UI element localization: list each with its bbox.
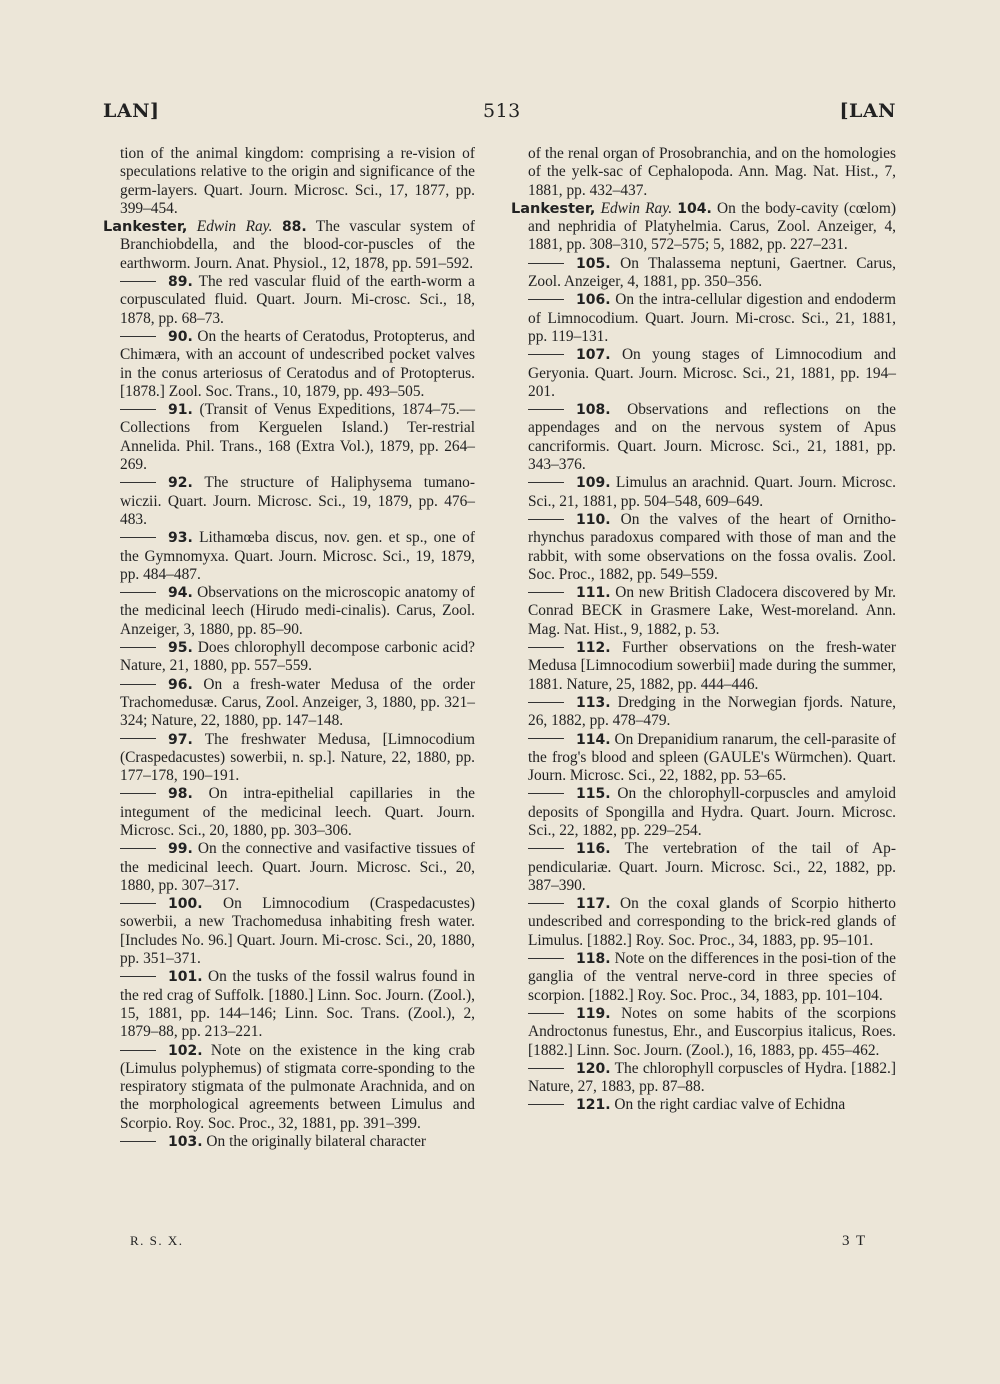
ditto-dash: [120, 738, 156, 739]
bibliography-entry: [103, 145, 475, 218]
bibliography-entry: [511, 200, 896, 255]
entry-text: Does chlorophyll decompose carbonic acid? Nature, 21, 1880, pp. 557–559.: [120, 639, 475, 675]
ditto-dash: [528, 263, 564, 264]
ditto-dash: [528, 1104, 564, 1105]
signature-mark: R. S. X.: [130, 1233, 184, 1248]
entry-text: tion of the animal kingdom: comprising a re-vision of speculations relative to the origin and significance of the germ-layers. Quart. Journ. Microsc. Sci., 17, 1877, pp. 399–454.: [120, 145, 475, 217]
ditto-dash: [528, 1068, 564, 1069]
bibliography-entry: [103, 474, 475, 529]
entry-text: (Transit of Venus Expeditions, 1874–75.—Collections from Kerguelen Island.) Ter-restrial Annelida. Phil. Trans., 168 (Extra Vol.), 1879, pp. 264–269.: [120, 401, 475, 474]
bibliography-entry: [103, 895, 475, 968]
running-head-left: LAN]: [103, 100, 160, 122]
author-given-name: Edwin Ray.: [196, 218, 273, 236]
ditto-dash: [120, 976, 156, 977]
bibliography-entry: [511, 1096, 896, 1114]
entry-number: 91.: [168, 402, 193, 419]
bibliography-entry: [103, 401, 475, 474]
entry-number: 96.: [168, 676, 193, 693]
ditto-dash: [120, 281, 156, 282]
entry-text: The red vascular fluid of the earth-worm a corpusculated fluid. Quart. Journ. Mi-crosc. Sci., 18, 1878, pp. 68–73.: [120, 273, 475, 327]
entry-number: 104.: [677, 200, 712, 217]
ditto-dash: [528, 409, 564, 410]
ditto-dash: [528, 647, 564, 648]
entry-text: On young stages of Limnocodium and Geryonia. Quart. Journ. Microsc. Sci., 21, 1881, pp. 194–201.: [528, 346, 896, 400]
bibliography-entry: [103, 639, 475, 676]
bibliography-entry: [511, 950, 896, 1005]
entry-text: On the body-cavity (cœlom) and nephridia of Platyhelmia. Carus, Zool. Anzeiger, 4, 1881, pp. 308–310, 572–575; 5, 1882, pp. 227–231.: [528, 199, 896, 254]
bibliography-entry: [103, 1133, 475, 1151]
author-name: Lankester,: [511, 200, 596, 217]
entry-number: 95.: [168, 640, 193, 657]
ditto-dash: [120, 647, 156, 648]
entry-text: The vascular system of Branchiobdella, and the blood-cor-puscles of the earthworm. Journ. Anat. Physiol., 12, 1878, pp. 591–592.: [120, 218, 475, 272]
bibliography-entry: [511, 1060, 896, 1097]
bibliography-entry: [103, 529, 475, 584]
entry-number: 109.: [576, 475, 611, 492]
entry-text: On the connective and vasifactive tissues of the medicinal leech. Quart. Journ. Microsc. Sci., 20, 1880, pp. 307–317.: [120, 840, 475, 894]
bibliography-entry: [511, 291, 896, 346]
entry-text: Note on the differences in the posi-tion of the ganglia of the ventral nerve-cord in three species of scorpion. [1882.] Roy. Soc. Proc., 34, 1883, pp. 101–104.: [528, 950, 896, 1004]
entry-number: 114.: [576, 731, 611, 748]
ditto-dash: [528, 1013, 564, 1014]
bibliography-entry: [511, 584, 896, 639]
entry-number: 107.: [576, 347, 611, 364]
entry-text: On the originally bilateral character: [206, 1133, 427, 1151]
ditto-dash: [120, 336, 156, 337]
ditto-dash: [528, 519, 564, 520]
entry-number: 100.: [168, 896, 203, 913]
entry-number: 98.: [168, 786, 193, 803]
entry-number: 111.: [576, 585, 611, 602]
ditto-dash: [528, 738, 564, 739]
entry-text: of the renal organ of Prosobranchia, and on the homologies of the yelk-sac of Cephalopoda. Ann. Mag. Nat. Hist., 7, 1881, pp. 432–437.: [528, 145, 896, 199]
entry-text: On intra-epithelial capillaries in the integument of the medicinal leech. Quart. Journ. Microsc. Sci., 20, 1880, pp. 303–306.: [120, 785, 475, 839]
entry-number: 90.: [168, 328, 193, 345]
entry-number: 117.: [576, 896, 611, 913]
bibliography-entry: [511, 731, 896, 786]
entry-text: On the right cardiac valve of Echidna: [614, 1096, 846, 1114]
entry-number: 118.: [576, 951, 611, 968]
entry-text: Dredging in the Norwegian fjords. Nature, 26, 1882, pp. 478–479.: [528, 693, 896, 730]
ditto-dash: [528, 354, 564, 355]
entry-text: On the coxal glands of Scorpio hitherto undescribed and corresponding to the brick-red glands of Limulus. [1882.] Roy. Soc. Proc., 34, 1883, pp. 95–101.: [528, 895, 896, 949]
entry-number: 119.: [576, 1005, 611, 1022]
bibliography-entry: [511, 1005, 896, 1060]
ditto-dash: [120, 903, 156, 904]
bibliography-entry: [511, 639, 896, 694]
entry-number: 102.: [168, 1042, 203, 1059]
bibliography-entry: [511, 511, 896, 584]
entry-number: 115.: [576, 786, 611, 803]
ditto-dash: [528, 299, 564, 300]
ditto-dash: [528, 848, 564, 849]
entry-text: On Drepanidium ranarum, the cell-parasite of the frog's blood and spleen (GAULE's Würmchen). Quart. Journ. Microsc. Sci., 22, 1882, pp. 53–65.: [528, 730, 896, 785]
entry-number: 97.: [168, 731, 193, 748]
entry-number: 88.: [281, 219, 307, 236]
ditto-dash: [528, 592, 564, 593]
bibliography-entry: [511, 401, 896, 474]
bibliography-entry: [103, 1042, 475, 1133]
author-given-name: Edwin Ray.: [600, 199, 673, 217]
bibliography-entry: [511, 255, 896, 292]
ditto-dash: [528, 958, 564, 959]
bibliography-entry: [511, 895, 896, 950]
ditto-dash: [120, 592, 156, 593]
bibliography-entry: [511, 346, 896, 401]
entry-number: 113.: [576, 694, 611, 711]
ditto-dash: [120, 482, 156, 483]
bibliography-entry: [103, 968, 475, 1041]
bibliography-entry: [511, 145, 896, 200]
entry-text: Observations and reflections on the appendages and on the nervous system of Apus cancriformis. Quart. Journ. Microsc. Sci., 21, 1881, pp. 343–376.: [528, 401, 896, 474]
ditto-dash: [528, 903, 564, 904]
page-number: 513: [483, 100, 521, 122]
entry-number: 92.: [168, 475, 193, 492]
entry-number: 105.: [576, 255, 611, 272]
ditto-dash: [120, 1050, 156, 1051]
bibliography-entry: [103, 676, 475, 731]
entry-text: On new British Cladocera discovered by Mr. Conrad BECK in Grasmere Lake, West-moreland. Ann. Mag. Nat. Hist., 9, 1882, p. 53.: [528, 584, 896, 638]
entry-text: On the hearts of Ceratodus, Protopterus, and Chimæra, with an account of undescribed pocket valves in the conus arteriosus of Ceratodus and of Protopterus. [1878.] Zool. Soc. Trans., 10, 1879, pp. 493–505.: [120, 327, 475, 400]
entry-number: 94.: [168, 585, 193, 602]
bibliography-entry: [103, 785, 475, 840]
ditto-dash: [528, 482, 564, 483]
bibliography-entry: [511, 785, 896, 840]
bibliography-entry: [511, 694, 896, 731]
entry-text: Lithamœba discus, nov. gen. et sp., one of the Gymnomyxa. Quart. Journ. Microsc. Sci., 19, 1879, pp. 484–487.: [120, 529, 475, 583]
bibliography-entry: [103, 584, 475, 639]
right-column: [511, 145, 896, 1115]
ditto-dash: [528, 702, 564, 703]
entry-text: The chlorophyll corpuscles of Hydra. [1882.] Nature, 27, 1883, pp. 87–88.: [528, 1059, 897, 1096]
ditto-dash: [120, 793, 156, 794]
entry-text: Observations on the microscopic anatomy of the medicinal leech (Hirudo medi-cinalis). Carus, Zool. Anzeiger, 3, 1880, pp. 85–90.: [120, 584, 475, 638]
bibliography-entry: [103, 273, 475, 328]
entry-text: Limulus an arachnid. Quart. Journ. Microsc. Sci., 21, 1881, pp. 504–548, 609–649.: [528, 474, 896, 510]
bibliography-entry: [103, 328, 475, 401]
entry-text: Further observations on the fresh-water Medusa [Limnocodium sowerbii] made during the summer, 1881. Nature, 25, 1882, pp. 444–446.: [528, 639, 896, 693]
bibliography-entry: [511, 840, 896, 895]
left-column: [103, 145, 475, 1151]
entry-number: 101.: [168, 969, 203, 986]
running-head-right: [LAN: [839, 100, 896, 122]
entry-number: 99.: [168, 841, 193, 858]
ditto-dash: [528, 793, 564, 794]
entry-text: Notes on some habits of the scorpions Androctonus funestus, Ehr., and Euscorpius italicus, Roes. [1882.] Linn. Soc. Journ. (Zool.), 16, 1883, pp. 455–462.: [528, 1004, 897, 1059]
ditto-dash: [120, 537, 156, 538]
entry-text: On a fresh-water Medusa of the order Trachomedusæ. Carus, Zool. Anzeiger, 3, 1880, pp. 321–324; Nature, 22, 1880, pp. 147–148.: [120, 675, 475, 730]
entry-text: Note on the existence in the king crab (Limulus polyphemus) of stigmata corre-sponding to the respiratory stigmata of the pulmonate Arachnida, and on the morphological agreements between Limulus and Scorpio. Roy. Soc. Proc., 32, 1881, pp. 391–399.: [120, 1041, 475, 1132]
gathering-mark: 3 T: [842, 1233, 867, 1249]
entry-text: On the intra-cellular digestion and endoderm of Limnocodium. Quart. Journ. Mi-crosc. Sci., 21, 1881, pp. 119–131.: [528, 291, 896, 345]
ditto-dash: [120, 848, 156, 849]
author-name: Lankester,: [103, 219, 188, 236]
ditto-dash: [120, 409, 156, 410]
entry-text: On the valves of the heart of Ornitho-rhynchus paradoxus compared with those of man and the rabbit, with some observations on the fossa ovalis. Zool. Soc. Proc., 1882, pp. 549–559.: [528, 510, 896, 583]
entry-text: On Thalassema neptuni, Gaertner. Carus, Zool. Anzeiger, 4, 1881, pp. 350–356.: [528, 254, 896, 291]
entry-number: 106.: [576, 292, 611, 309]
entry-number: 121.: [576, 1097, 611, 1114]
bibliography-entry: [103, 840, 475, 895]
entry-text: The structure of Haliphysema tumano-wiczii. Quart. Journ. Microsc. Sci., 19, 1879, pp. 476–483.: [120, 474, 476, 528]
entry-text: On Limnocodium (Craspedacustes) sowerbii, a new Trachomedusa inhabiting fresh water. [Includes No. 96.] Quart. Journ. Mi-crosc. Sci., 20, 1880, pp. 351–371.: [120, 895, 475, 968]
entry-text: On the chlorophyll-corpuscles and amyloid deposits of Spongilla and Hydra. Quart. Journ. Microsc. Sci., 22, 1882, pp. 229–254.: [528, 785, 896, 839]
bibliography-entry: [103, 731, 475, 786]
ditto-dash: [120, 1141, 156, 1142]
bibliography-entry: [511, 474, 896, 511]
entry-number: 93.: [168, 530, 193, 547]
entry-text: The vertebration of the tail of Ap-pendiculariæ. Quart. Journ. Microsc. Sci., 22, 1882, pp. 387–390.: [528, 840, 896, 894]
entry-text: The freshwater Medusa, [Limnocodium (Craspedacustes) sowerbii, n. sp.]. Nature, 22, 1880, pp. 177–178, 190–191.: [120, 730, 475, 785]
entry-number: 103.: [168, 1134, 203, 1151]
entry-number: 120.: [576, 1060, 611, 1077]
ditto-dash: [120, 684, 156, 685]
entry-number: 116.: [576, 841, 611, 858]
entry-number: 110.: [576, 511, 611, 528]
bibliography-entry: [103, 218, 475, 273]
entry-number: 112.: [576, 640, 611, 657]
entry-number: 108.: [576, 402, 611, 419]
entry-number: 89.: [168, 274, 193, 291]
entry-text: On the tusks of the fossil walrus found in the red crag of Suffolk. [1880.] Linn. Soc. Journ. (Zool.), 15, 1881, pp. 144–146; Linn. Soc. Trans. (Zool.), 2, 1879–88, pp. 213–221.: [120, 968, 475, 1041]
